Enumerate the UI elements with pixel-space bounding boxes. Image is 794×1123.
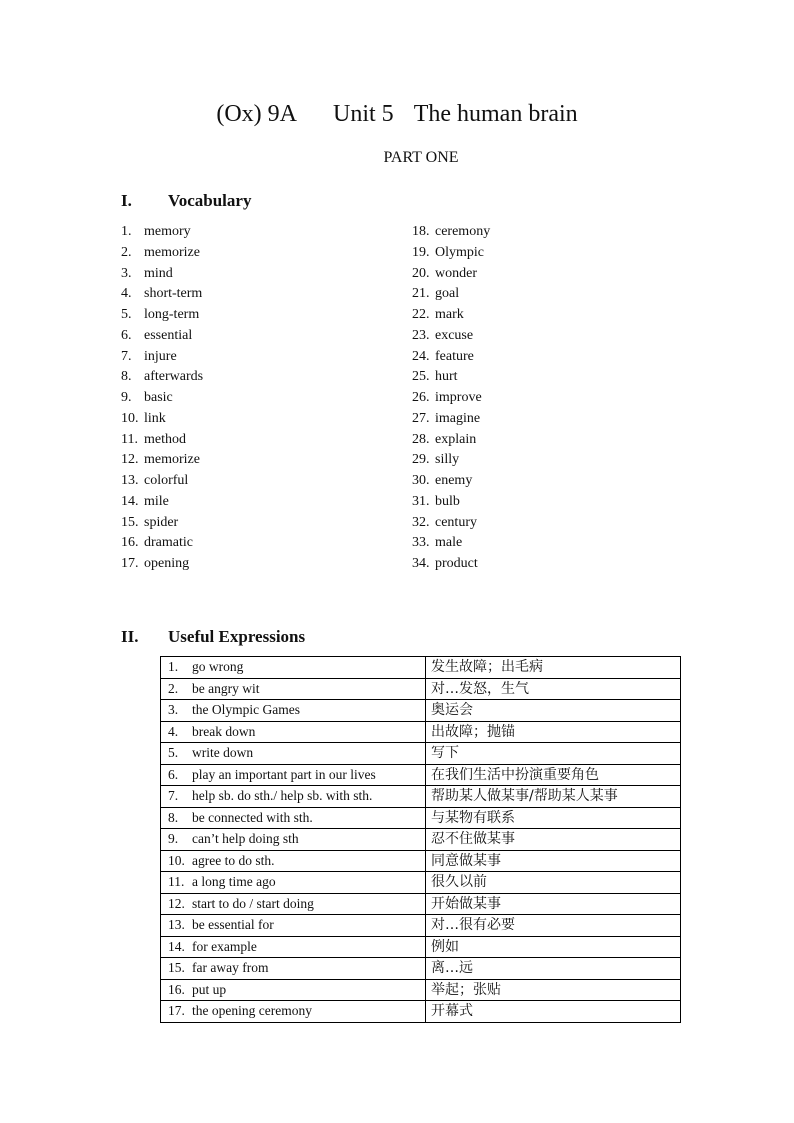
vocabulary-item-number: 27. [412,410,430,426]
vocabulary-item-number: 11. [121,431,138,447]
expression-english: start to do / start doing [192,895,314,911]
vocabulary-item [412,326,490,347]
table-row [161,979,681,1001]
expression-number: 14. [168,938,185,954]
vocabulary-item-word: improve [435,390,482,405]
expression-chinese-cell: 离…远 [426,958,681,980]
vocabulary-item [121,243,203,264]
vocabulary-item-number: 14. [121,493,139,509]
part-heading: PART ONE [383,149,459,166]
expression-english: the Olympic Games [192,702,300,717]
vocabulary-item [121,513,203,534]
expressions-section-title: Useful Expressions [168,627,306,646]
vocabulary-item-number: 2. [121,244,132,260]
expression-chinese-cell: 忍不住做某事 [426,829,681,851]
expression-number: 11. [168,874,185,889]
expression-english-cell [161,764,426,786]
expression-english-cell [161,700,426,722]
expression-chinese-cell: 与某物有联系 [426,807,681,829]
vocabulary-item [412,471,490,492]
vocabulary-item-number: 23. [412,327,430,343]
vocabulary-item [412,264,490,285]
expression-english: for example [192,938,257,954]
expression-english-cell [161,979,426,1001]
vocabulary-item-word: basic [144,390,173,405]
expression-english-cell [161,829,426,851]
vocabulary-item-word: dramatic [144,535,193,551]
vocabulary-item-number: 20. [412,265,430,281]
vocabulary-item [121,388,203,409]
vocabulary-item [121,533,203,554]
expression-chinese-cell: 帮助某人做某事/帮助某人某事 [426,786,681,808]
vocabulary-item [412,450,490,471]
vocabulary-item-number: 26. [412,390,430,405]
expression-english-cell [161,893,426,915]
vocabulary-item-word: enemy [435,473,473,488]
vocabulary-item-word: feature [435,348,474,364]
vocabulary-item-number: 29. [412,452,430,468]
vocabulary-item [121,492,203,513]
vocabulary-item-word: male [435,535,463,551]
vocabulary-item [121,554,203,575]
vocabulary-item [412,367,490,388]
expression-number: 12. [168,895,185,911]
expression-number: 2. [168,680,179,696]
vocabulary-item-number: 25. [412,369,430,385]
vocabulary-item [121,471,203,492]
expression-number: 10. [168,852,185,868]
vocabulary-item-word: afterwards [144,369,204,385]
vocabulary-item-word: goal [435,286,460,302]
expression-english-cell [161,721,426,743]
expression-english-cell [161,807,426,829]
vocabulary-section-title: Vocabulary [168,191,252,210]
expression-english: be connected with sth. [192,809,313,825]
vocabulary-list-column-1 [121,222,203,575]
vocabulary-item-number: 10. [121,410,139,426]
vocabulary-item-word: product [435,556,478,571]
vocabulary-item [412,492,490,513]
expression-english-cell [161,872,426,894]
table-row [161,850,681,872]
vocabulary-item [412,533,490,554]
expression-english: put up [192,981,227,997]
expression-english: be angry wit [192,680,260,696]
table-row [161,958,681,980]
expression-chinese-cell: 例如 [426,936,681,958]
expression-number: 7. [168,788,179,803]
vocabulary-item-number: 8. [121,369,132,385]
vocabulary-item-number: 28. [412,431,430,447]
vocabulary-section-number: I. [121,191,132,210]
vocabulary-item [412,513,490,534]
expression-english: go wrong [192,659,244,674]
vocabulary-item-number: 12. [121,452,139,468]
vocabulary-item-number: 15. [121,514,139,530]
vocabulary-item-word: memorize [144,244,200,260]
expression-chinese-cell: 出故障；抛锚 [426,721,681,743]
expression-number: 9. [168,831,179,846]
vocabulary-item-word: hurt [435,369,458,385]
expression-chinese-cell: 开始做某事 [426,893,681,915]
vocabulary-item-number: 13. [121,473,139,488]
expression-chinese-cell: 在我们生活中扮演重要角色 [426,764,681,786]
expression-chinese-cell: 开幕式 [426,1001,681,1023]
vocabulary-item-word: opening [144,556,190,571]
expression-number: 6. [168,766,179,782]
table-row [161,915,681,937]
vocabulary-item-word: long-term [144,307,200,322]
vocabulary-item-number: 1. [121,224,132,239]
expressions-table [160,656,681,1023]
expression-chinese-cell: 发生故障；出毛病 [426,657,681,679]
expression-number: 15. [168,960,185,975]
vocabulary-item [412,347,490,368]
expression-number: 5. [168,745,179,760]
table-row [161,657,681,679]
vocabulary-item [412,243,490,264]
vocabulary-item [121,430,203,451]
vocabulary-item-number: 6. [121,327,132,343]
vocabulary-item [412,222,490,243]
expression-number: 16. [168,981,185,997]
title-course: (Ox) 9A [216,101,298,127]
table-row [161,1001,681,1023]
table-row [161,807,681,829]
vocabulary-item-number: 5. [121,307,132,322]
expression-chinese-cell: 对…很有必要 [426,915,681,937]
vocabulary-item-word: wonder [435,265,477,281]
table-row [161,872,681,894]
vocabulary-item-number: 19. [412,244,430,260]
title-topic: The human brain [413,101,578,127]
vocabulary-item-word: mile [144,493,169,509]
table-row [161,786,681,808]
vocabulary-item-number: 22. [412,307,430,322]
expression-english-cell [161,1001,426,1023]
vocabulary-item [121,284,203,305]
vocabulary-item-word: spider [144,514,179,530]
vocabulary-item-word: excuse [435,327,474,343]
vocabulary-item-number: 31. [412,493,430,509]
expression-english: break down [192,723,256,739]
vocabulary-item-word: memory [144,224,191,239]
vocabulary-item-number: 30. [412,473,430,488]
vocabulary-item-word: colorful [144,473,189,488]
table-row [161,936,681,958]
expression-number: 1. [168,659,179,674]
table-row [161,678,681,700]
vocabulary-list-column-2 [412,222,490,575]
vocabulary-item-number: 24. [412,348,430,364]
table-row [161,764,681,786]
expression-english-cell [161,850,426,872]
expression-english-cell [161,786,426,808]
vocabulary-item-word: short-term [144,286,203,302]
vocabulary-item-number: 18. [412,224,430,239]
vocabulary-item-word: injure [144,348,177,364]
expression-number: 4. [168,723,179,739]
expression-chinese-cell: 举起；张贴 [426,979,681,1001]
expression-english: far away from [192,960,269,975]
expression-english: play an important part in our lives [192,766,376,782]
table-row [161,721,681,743]
expression-english-cell [161,936,426,958]
expression-chinese-cell: 奥运会 [426,700,681,722]
expression-english: help sb. do sth./ help sb. with sth. [192,788,373,803]
expression-english: be essential for [192,917,274,932]
vocabulary-item [412,430,490,451]
expression-number: 13. [168,917,185,932]
vocabulary-item-word: imagine [435,410,481,426]
vocabulary-item-word: century [435,514,477,530]
vocabulary-item-word: memorize [144,452,200,468]
expressions-heading [121,627,305,647]
vocabulary-item-word: essential [144,327,193,343]
expression-chinese-cell: 对…发怒，生气 [426,678,681,700]
vocabulary-item [121,305,203,326]
vocabulary-item [412,554,490,575]
vocabulary-item-word: Olympic [435,244,484,260]
expression-chinese-cell: 很久以前 [426,872,681,894]
vocabulary-item [412,284,490,305]
vocabulary-item [121,367,203,388]
vocabulary-item-number: 7. [121,348,132,364]
vocabulary-item [121,409,203,430]
expression-number: 3. [168,702,179,717]
expression-chinese-cell: 同意做某事 [426,850,681,872]
vocabulary-item-word: ceremony [435,224,491,239]
vocabulary-item [121,347,203,368]
vocabulary-item [412,305,490,326]
vocabulary-item [412,388,490,409]
expression-english-cell [161,743,426,765]
table-row [161,743,681,765]
vocabulary-item-word: method [144,431,186,447]
vocabulary-item-number: 21. [412,286,430,302]
vocabulary-item [121,450,203,471]
vocabulary-item-word: silly [435,452,460,468]
vocabulary-item [121,326,203,347]
page-title [0,101,794,128]
vocabulary-heading [121,191,251,211]
vocabulary-item-number: 17. [121,556,139,571]
vocabulary-item-number: 3. [121,265,132,281]
vocabulary-item-word: mind [144,265,173,281]
vocabulary-item-word: bulb [435,493,460,509]
vocabulary-item-number: 33. [412,535,430,551]
expression-english-cell [161,657,426,679]
vocabulary-item-number: 32. [412,514,430,530]
vocabulary-item [412,409,490,430]
expression-english: a long time ago [192,874,276,889]
expression-english: agree to do sth. [192,852,275,868]
vocabulary-item [121,222,203,243]
expression-english-cell [161,678,426,700]
expression-number: 17. [168,1003,185,1018]
vocabulary-item-number: 34. [412,556,430,571]
vocabulary-item-word: link [144,410,166,426]
table-row [161,700,681,722]
expression-number: 8. [168,809,179,825]
expression-english: the opening ceremony [192,1003,312,1018]
vocabulary-item-word: mark [435,307,464,322]
vocabulary-item-number: 9. [121,390,132,405]
title-unit: Unit 5 [333,101,394,127]
expression-english-cell [161,915,426,937]
vocabulary-item-word: explain [435,431,477,447]
vocabulary-item [121,264,203,285]
expression-english: can’t help doing sth [192,831,299,846]
vocabulary-item-number: 16. [121,535,139,551]
vocabulary-item-number: 4. [121,286,132,302]
expression-english: write down [192,745,254,760]
table-row [161,893,681,915]
table-row [161,829,681,851]
expression-chinese-cell: 写下 [426,743,681,765]
expression-english-cell [161,958,426,980]
expressions-section-number: II. [121,627,139,646]
